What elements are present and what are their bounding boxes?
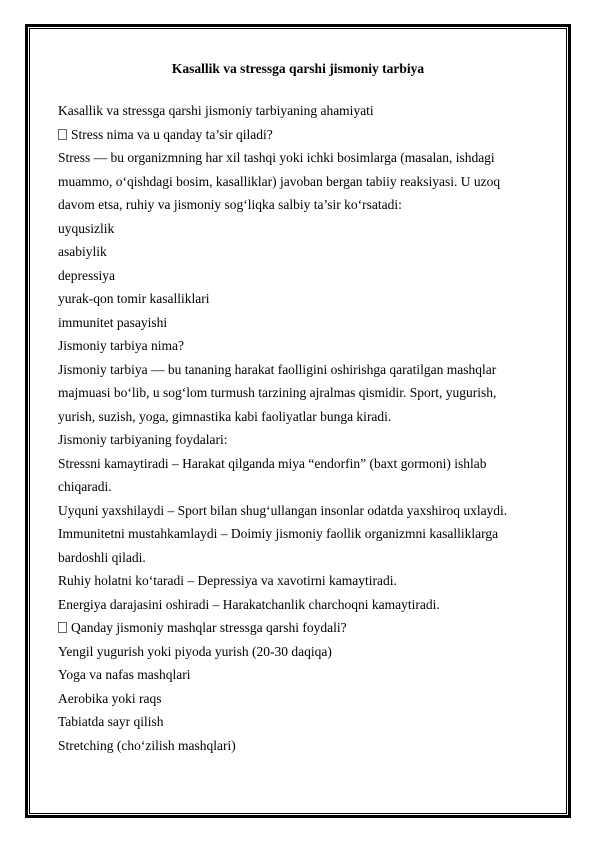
text-line-content: Stress — bu organizmning har xil tashqi yoki ichki bosimlarga (masalan, ishdagi xyxy=(58,150,495,165)
document-title: Kasallik va stressga qarshi jismoniy tarbiya xyxy=(171,61,425,76)
text-line-content: Uyquni yaxshilaydi – Sport bilan shug‘ullangan insonlar odatda yaxshiroq uxlaydi. xyxy=(58,502,508,518)
text-line-content: Yengil yugurish yoki piyoda yurish (20-30 daqiqa) xyxy=(58,643,332,659)
text-line-content: Jismoniy tarbiya nima? xyxy=(58,338,184,353)
bullet-icon xyxy=(58,622,67,633)
text-line-content: Ruhiy holatni ko‘taradi – Depressiya va xavotirni kamaytiradi. xyxy=(58,573,397,588)
text-line xyxy=(58,640,563,664)
text-line-content: Yoga va nafas mashqlari xyxy=(58,667,191,682)
text-line xyxy=(58,217,563,241)
text-line xyxy=(58,334,563,358)
text-line-content: yurak-qon tomir kasalliklari xyxy=(58,291,210,306)
text-line-content: depressiya xyxy=(58,267,115,283)
text-line xyxy=(58,475,563,499)
text-line xyxy=(58,428,563,452)
text-line-content: Jismoniy tarbiya — bu tananing harakat faolligini oshirishga qaratilgan mashqlar xyxy=(58,361,497,377)
text-line xyxy=(58,616,563,640)
text-line-content: Jismoniy tarbiyaning foydalari: xyxy=(58,432,228,447)
text-line xyxy=(58,358,563,382)
text-line xyxy=(58,687,563,711)
text-line xyxy=(58,311,563,335)
text-line xyxy=(58,663,563,687)
text-line-content: davom etsa, ruhiy va jismoniy sog‘liqka salbiy ta’sir ko‘rsatadi: xyxy=(58,197,402,212)
text-line-content: Stretching (cho‘zilish mashqlari) xyxy=(58,737,236,753)
text-line xyxy=(58,99,563,123)
text-line-content: majmuasi bo‘lib, u sog‘lom turmush tarzining ajralmas qismidir. Sport, yugurish, xyxy=(58,385,497,400)
text-line xyxy=(58,146,563,170)
text-line-content: immunitet pasayishi xyxy=(58,314,168,330)
text-line xyxy=(58,452,563,476)
text-line xyxy=(58,546,563,570)
text-line-content: yurish, suzish, yoga, gimnastika kabi faoliyatlar bunga kiradi. xyxy=(58,408,392,424)
text-line-content: Immunitetni mustahkamlaydi – Doimiy jismoniy faollik organizmni kasalliklarga xyxy=(58,526,499,541)
text-line-content: chiqaradi. xyxy=(58,479,112,494)
text-line xyxy=(58,593,563,617)
text-line xyxy=(58,405,563,429)
text-line-content: Aerobika yoki raqs xyxy=(58,690,162,706)
text-line xyxy=(58,734,563,758)
text-line xyxy=(58,569,563,593)
text-line xyxy=(58,123,563,147)
text-line-content: Stress nima va u qanday ta’sir qiladi? xyxy=(71,126,273,142)
text-line xyxy=(58,381,563,405)
text-line xyxy=(58,522,563,546)
text-line-content: Kasallik va stressga qarshi jismoniy tarbiyaning ahamiyati xyxy=(58,103,374,118)
text-line-content: asabiylik xyxy=(58,244,107,259)
document-body xyxy=(58,99,563,757)
text-line-content: Tabiatda sayr qilish xyxy=(58,714,164,729)
text-line-content: Stressni kamaytiradi – Harakat qilganda miya “endorfin” (baxt gormoni) ishlab xyxy=(58,455,487,471)
text-line xyxy=(58,499,563,523)
text-line xyxy=(58,240,563,264)
text-line xyxy=(58,193,563,217)
text-line xyxy=(58,287,563,311)
text-line xyxy=(58,264,563,288)
bullet-icon xyxy=(58,129,67,140)
text-line xyxy=(58,710,563,734)
text-line-content: Energiya darajasini oshiradi – Harakatchanlik charchoqni kamaytiradi. xyxy=(58,596,440,612)
text-line-content: Qanday jismoniy mashqlar stressga qarshi foydali? xyxy=(71,620,347,635)
text-line-content: uyqusizlik xyxy=(58,220,115,236)
text-line-content: muammo, o‘qishdagi bosim, kasalliklar) javoban bergan tabiiy reaksiyasi. U uzoq xyxy=(58,173,501,189)
text-line-content: bardoshli qiladi. xyxy=(58,549,146,565)
text-line xyxy=(58,170,563,194)
